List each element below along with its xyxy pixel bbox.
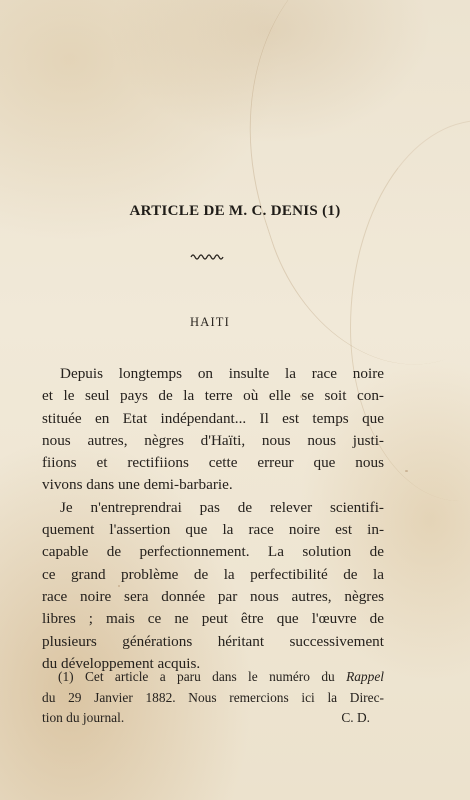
text-line: et le seul pays de la terre où elle se soit con- bbox=[42, 387, 384, 405]
footnote bbox=[42, 667, 384, 729]
text-line: ce grand problème de la perfectibilité de la bbox=[42, 565, 384, 583]
text-line: stituée en Etat indépendant... Il est temps que bbox=[42, 409, 384, 427]
article-subtitle: HAITI bbox=[189, 315, 230, 329]
text-line: race noire sera donnée par nous autres, nègres bbox=[42, 587, 384, 605]
footnote-line bbox=[42, 667, 384, 688]
footnote-text: tion du journal. bbox=[42, 710, 125, 726]
foxing-spot bbox=[405, 470, 408, 472]
text-line: libres ; mais ce ne peut être que l'œuvre de bbox=[42, 610, 384, 628]
text-line: nous autres, nègres d'Haïti, nous nous justi- bbox=[42, 431, 384, 449]
text-line: capable de perfectionnement. La solution de bbox=[42, 543, 384, 561]
text-line: Je n'entreprendrai pas de relever scientifi- bbox=[60, 498, 384, 516]
paragraph bbox=[42, 363, 384, 497]
signature: C. D. bbox=[341, 710, 370, 726]
article-title: ARTICLE DE M. C. DENIS (1) bbox=[129, 203, 341, 219]
text-line: quement l'assertion que la race noire est in- bbox=[42, 521, 384, 539]
footnote-line: du 29 Janvier 1882. Nous remercions ici la Direc- bbox=[42, 689, 384, 705]
paragraph bbox=[42, 497, 384, 675]
text-line: Depuis longtemps on insulte la race noire bbox=[60, 365, 384, 382]
footnote-text: (1) Cet article a paru dans le numéro du bbox=[58, 669, 347, 684]
article-body bbox=[42, 363, 384, 675]
newspaper-name: Rappel bbox=[346, 669, 384, 684]
text-line: plusieurs générations héritant successivement bbox=[42, 632, 384, 650]
text-line: fiions et rectifiions cette erreur que nous bbox=[42, 454, 384, 472]
wavy-ornament-icon bbox=[190, 252, 226, 260]
text-line: du développement acquis. bbox=[42, 654, 201, 672]
text-line: vivons dans une demi-barbarie. bbox=[42, 476, 233, 494]
footnote-line bbox=[42, 708, 384, 729]
